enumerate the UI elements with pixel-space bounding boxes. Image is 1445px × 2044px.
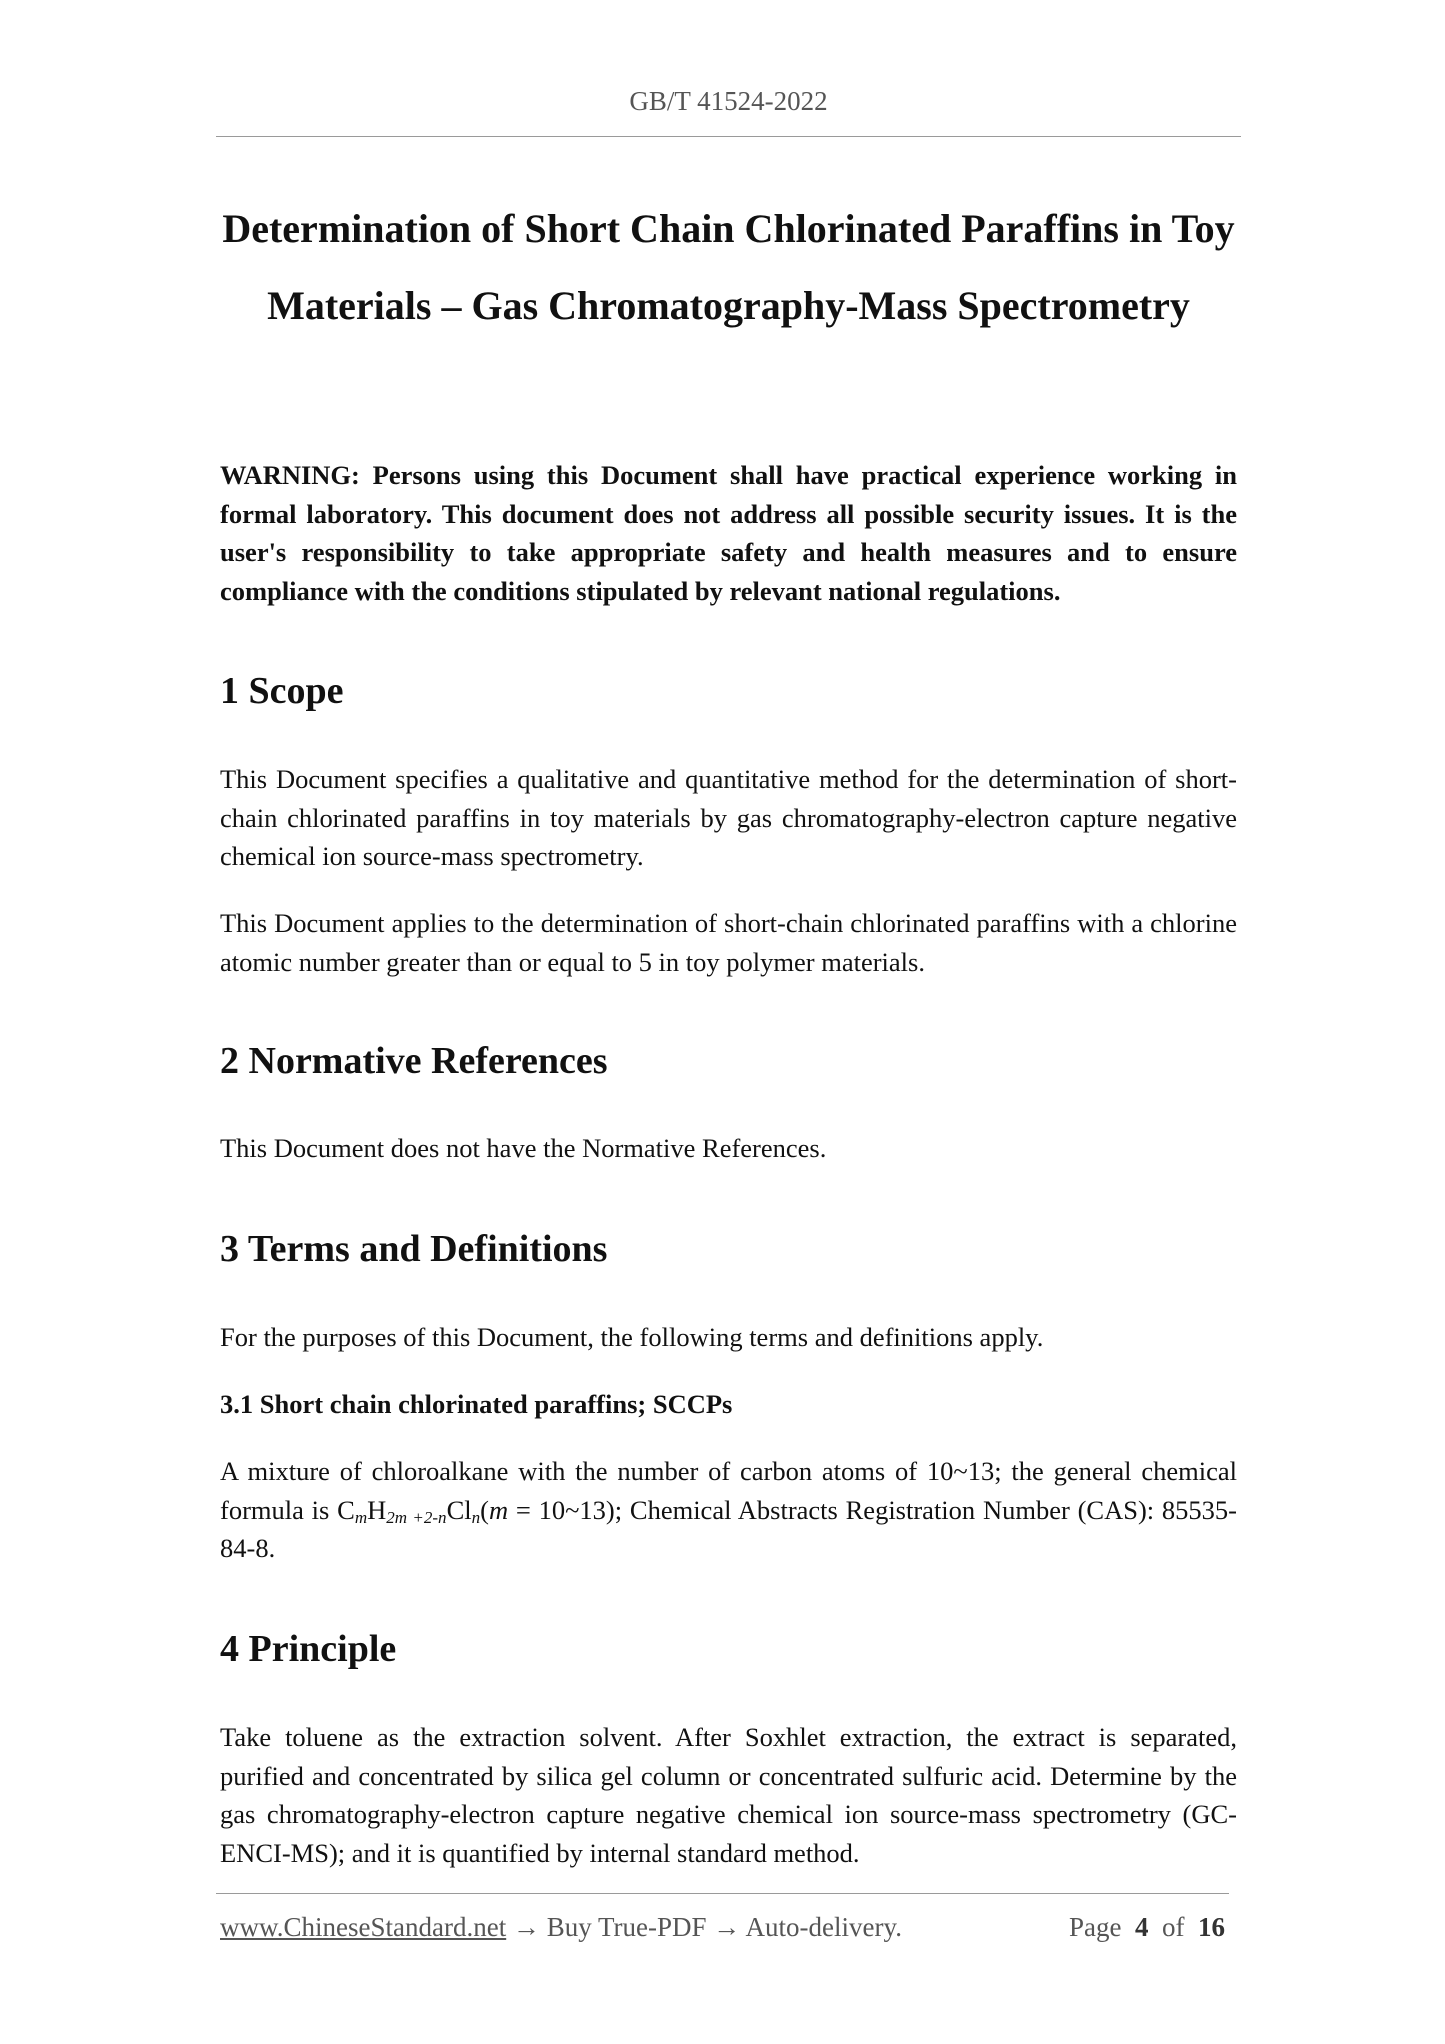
normative-paragraph: This Document does not have the Normative References. <box>220 1133 827 1163</box>
page-label: Page <box>1069 1912 1122 1942</box>
footer-rule <box>216 1893 1229 1894</box>
page-number: 4 <box>1135 1912 1149 1942</box>
formula-subscript-2m: 2m +2-n <box>386 1507 447 1527</box>
header-rule <box>216 136 1241 137</box>
formula-hydrogen: H <box>367 1494 387 1525</box>
page-indicator <box>1069 1912 1225 1943</box>
section-heading-normative-references: 2 Normative References <box>220 1040 608 1082</box>
formula-paren: ( <box>480 1494 489 1525</box>
scope-paragraph-1: This Document specifies a qualitative and quantitative method for the determination of short-chain chlorinated paraffins in toy materials by gas chromatography-electron capture negative chemical ion source-mass spectrometry. <box>220 764 1237 871</box>
footer <box>220 1912 1233 1943</box>
footer-website-link[interactable]: www.ChineseStandard.net <box>220 1912 507 1942</box>
document-title <box>216 190 1241 344</box>
formula-subscript-m: m <box>354 1507 368 1527</box>
section-heading-terms: 3 Terms and Definitions <box>220 1228 608 1270</box>
definition-text-end: = 10~13); Chemical Abstracts Registration Number (CAS): 85535-84-8. <box>220 1494 1237 1563</box>
page-total: 16 <box>1198 1912 1225 1942</box>
title-line-2: Materials – Gas Chromatography-Mass Spectrometry <box>267 283 1190 328</box>
section-heading-principle: 4 Principle <box>220 1628 397 1670</box>
principle-paragraph: Take toluene as the extraction solvent. After Soxhlet extraction, the extract is separated, purified and concentrated by silica gel column or concentrated sulfuric acid. Determine by the gas chromatography-electron capture negative chemical ion source-mass spectrometry (GC-ENCI-MS); and it is quantified by internal standard method. <box>220 1722 1237 1868</box>
title-line-1: Determination of Short Chain Chlorinated Paraffins in Toy <box>222 206 1235 251</box>
header-doc-code: GB/T 41524-2022 <box>629 86 828 116</box>
formula-subscript-n: n <box>471 1507 481 1527</box>
of-label: of <box>1162 1912 1185 1942</box>
term-3-1-heading: 3.1 Short chain chlorinated paraffins; SCCPs <box>220 1389 733 1419</box>
formula-variable-m: m <box>488 1494 509 1525</box>
term-3-1-definition <box>220 1452 1237 1568</box>
section-heading-scope: 1 Scope <box>220 670 344 712</box>
footer-arrow-icon: → <box>512 1912 540 1942</box>
footer-auto-delivery-text: Auto-delivery. <box>745 1912 902 1942</box>
formula-chlorine: Cl <box>446 1494 472 1525</box>
scope-paragraph-2: This Document applies to the determination of short-chain chlorinated paraffins with a chlorine atomic number greater than or equal to 5 in toy polymer materials. <box>220 908 1237 977</box>
definition-text-start: A mixture of chloroalkane with the number of carbon atoms of 10~13; the general chemical formula is C <box>220 1456 1237 1525</box>
terms-intro-paragraph: For the purposes of this Document, the following terms and definitions apply. <box>220 1322 1044 1352</box>
footer-buy-text: Buy True-PDF <box>546 1912 707 1942</box>
warning-paragraph: WARNING: Persons using this Document shall have practical experience working in formal laboratory. This document does not address all possible security issues. It is the user's responsibility to take appropriate safety and health measures and to ensure compliance with the conditions stipulated by relevant national regulations. <box>220 460 1237 606</box>
footer-arrow-icon: → <box>713 1912 741 1942</box>
